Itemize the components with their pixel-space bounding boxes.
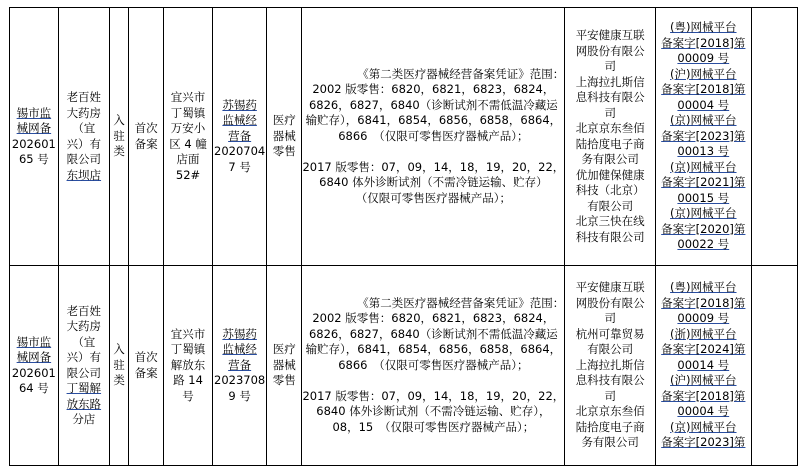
platform-record-cell xyxy=(656,266,751,466)
cell-text-line: 备案字[2018]第 xyxy=(661,35,746,50)
blank-cell xyxy=(751,266,798,466)
cell-text-line: 苏锡药 xyxy=(222,326,257,341)
filing-type-cell xyxy=(129,266,163,466)
cell-text-line: 锡市监 xyxy=(16,334,52,349)
cell-text-line: 00009 号 xyxy=(677,51,730,66)
cell-text-line: 兴）有 xyxy=(66,136,102,151)
cell-text-line: 器械 xyxy=(272,357,296,372)
cell-text-line: 零售 xyxy=(272,144,296,159)
cell-text-line: 分店 xyxy=(72,412,96,426)
cell-text-line: 宜兴市 xyxy=(170,90,206,104)
address-cell xyxy=(163,266,212,466)
store-name-cell xyxy=(58,266,109,466)
cell-text-line: 万安小 xyxy=(170,121,206,135)
cell-text-line: 2017 版零售：07，09，14，18，19，20，22， xyxy=(302,159,565,174)
cell-text-line: 丁蜀镇 xyxy=(170,105,206,120)
cell-text-line: 上海拉扎斯信 xyxy=(575,357,645,372)
business-scope-cell xyxy=(302,8,565,266)
cell-text-line: 202601 xyxy=(11,365,56,380)
cell-text-line: 有限公司 xyxy=(587,342,634,357)
cell-text-line: 宜兴市 xyxy=(170,326,206,341)
cell-text-line: 2020704 xyxy=(214,144,266,159)
cell-text-line: 00014 号 xyxy=(677,357,730,372)
cell-text-line: 店面 xyxy=(176,152,200,166)
cell-text-line: 输贮存），6841，6854，6856，6858，6864， xyxy=(305,342,562,357)
cell-text-line: 北京京东叁佰 xyxy=(575,404,645,419)
cell-text-line: 平安健康互联 xyxy=(575,28,645,42)
business-category-cell xyxy=(267,266,302,466)
cell-text-line: 备案字[2024]第 xyxy=(661,342,746,357)
cell-text-line: 苏锡药 xyxy=(222,97,257,112)
cell-text-line: 类 xyxy=(113,373,125,388)
cell-text-line: 00015 号 xyxy=(677,190,730,205)
cell-text-line: 东坝店 xyxy=(66,167,102,182)
cell-text-line: 输贮存），6841，6854，6856，6858，6864， xyxy=(305,113,562,128)
cell-text-line: 08，15 （仅限可零售医疗器械产品）； xyxy=(332,419,535,434)
cell-text-line: 监械经 xyxy=(222,342,257,357)
cell-text-line: 大药房 xyxy=(66,319,102,333)
cell-text-line: 首次 xyxy=(134,350,158,364)
cell-text-line: 备案字[2018]第 xyxy=(661,295,746,310)
cell-text-line xyxy=(302,144,564,160)
cell-text-line: (京)网械平台 xyxy=(670,419,737,434)
cell-text-line: (京)网械平台 xyxy=(670,206,737,221)
cell-text-line: 备案 xyxy=(134,136,158,151)
platform-name-cell xyxy=(565,8,656,266)
cell-text-line: 锡市监 xyxy=(16,105,52,120)
business-category-cell xyxy=(267,8,302,266)
cell-text-line: 备案字[2018]第 xyxy=(661,388,746,403)
platform-name-cell xyxy=(565,266,656,466)
certificate-number-cell xyxy=(213,8,267,266)
cell-text-line: 备案字[2023]第 xyxy=(661,128,746,143)
cell-text-line: 《第二类医疗器械经营备案凭证》范围： xyxy=(357,66,565,81)
cell-text-line: 驻 xyxy=(113,128,125,143)
cell-text-line: 64 号 xyxy=(18,381,49,395)
cell-text-line: 器械 xyxy=(272,128,296,143)
cell-text-line: （宜 xyxy=(72,334,96,349)
table-row xyxy=(10,8,798,266)
cell-text-line: 2017 版零售：07，09，14，18，19，20，22， xyxy=(302,388,565,403)
cell-text-line: 备案字[2021]第 xyxy=(661,175,746,190)
blank-cell xyxy=(751,8,798,266)
cell-text-line: 科技有限公司 xyxy=(575,229,645,244)
cell-text-line: （仅限可零售医疗器械产品）； xyxy=(355,190,511,205)
cell-text-line: 00013 号 xyxy=(677,144,730,159)
cell-text-line: 6826，6827，6840（诊断试剂不需低温冷藏运 xyxy=(308,97,558,112)
cell-text-line: 区 4 幢 xyxy=(169,136,207,151)
cell-text-line: 00004 号 xyxy=(677,97,730,112)
cell-text-line: 平安健康互联 xyxy=(575,280,645,295)
store-name-cell xyxy=(58,8,109,266)
cell-text-line: 类 xyxy=(113,144,125,159)
cell-text-line xyxy=(302,373,564,389)
cell-text-line: 65 号 xyxy=(18,152,49,166)
cell-text-line: 务有限公司 xyxy=(581,435,639,450)
cell-text-line: 6866 （仅限可零售医疗器械产品）； xyxy=(338,128,529,143)
cell-text-line: 医疗 xyxy=(272,113,296,128)
cell-text-line: (沪)网械平台 xyxy=(670,373,737,388)
cell-text-line: 上海拉扎斯信 xyxy=(575,74,645,89)
cell-text-line: 司 xyxy=(604,388,616,403)
cell-text-line: 零售 xyxy=(272,373,296,388)
cell-text-line: 械网备 xyxy=(16,121,52,135)
cell-text-line: 202601 xyxy=(11,136,56,151)
cell-text-line: 网股份有限公 xyxy=(575,43,645,58)
cell-text-line: 6840 体外诊断试剂（不需冷链运输、贮存） xyxy=(319,175,548,190)
filing-type-cell xyxy=(129,8,163,266)
cell-text-line: 备案字[2020]第 xyxy=(661,221,746,236)
cell-text-line: 驻 xyxy=(113,357,125,372)
cell-text-line: 6866 （仅限可零售医疗器械产品）； xyxy=(338,357,529,372)
cell-text-line: 司 xyxy=(604,105,616,120)
cell-text-line: 2023708 xyxy=(214,373,266,388)
cell-text-line: 备案 xyxy=(134,365,158,380)
cell-text-line: 杭州可靠贸易 xyxy=(575,326,645,341)
cell-text-line: 优加健保健康 xyxy=(575,167,645,182)
cell-text-line: (粤)网械平台 xyxy=(670,20,737,35)
cell-text-line: 医疗 xyxy=(272,342,296,357)
cell-text-line: 陆拾度电子商 xyxy=(575,136,645,151)
cell-text-line: 2002 版零售：6820，6821，6823，6824， xyxy=(312,82,555,97)
cell-text-line: 号 xyxy=(182,388,194,403)
platform-record-cell xyxy=(656,8,751,266)
address-cell xyxy=(163,8,212,266)
cell-text-line: 限公司 xyxy=(66,365,102,380)
cell-text-line: 营备 xyxy=(228,128,252,143)
cell-text-line: 入 xyxy=(113,342,125,357)
cell-text-line: (京)网械平台 xyxy=(670,159,737,174)
cell-text-line: 2002 版零售：6820，6821，6823，6824， xyxy=(312,311,555,326)
cell-text-line: 息科技有限公 xyxy=(575,373,645,388)
cell-text-line: 息科技有限公 xyxy=(575,90,645,104)
record-number-cell xyxy=(10,8,59,266)
cell-text-line: 入 xyxy=(113,113,125,128)
cell-text-line: （宜 xyxy=(72,121,96,135)
cell-text-line: 老百姓 xyxy=(66,90,102,104)
cell-text-line: 7 号 xyxy=(228,159,251,174)
cell-text-line: 有限公司 xyxy=(587,198,634,213)
cell-text-line: (粤)网械平台 xyxy=(670,280,737,295)
entry-type-cell xyxy=(109,8,129,266)
certificate-number-cell xyxy=(213,266,267,466)
cell-text-line: 监械经 xyxy=(222,113,257,128)
cell-text-line: 放东路 xyxy=(66,396,102,411)
cell-text-line: 陆拾度电子商 xyxy=(575,419,645,434)
cell-text-line: 兴）有 xyxy=(66,350,102,364)
cell-text-line: 9 号 xyxy=(228,388,251,403)
filing-table xyxy=(9,7,798,466)
cell-text-line: 北京三快在线 xyxy=(575,214,645,228)
cell-text-line: 网股份有限公 xyxy=(575,295,645,310)
cell-text-line: 北京京东叁佰 xyxy=(575,121,645,135)
cell-text-line: 00022 号 xyxy=(677,237,730,252)
cell-text-line: 司 xyxy=(604,59,616,73)
entry-type-cell xyxy=(109,266,129,466)
cell-text-line: 营备 xyxy=(228,357,252,372)
cell-text-line: 《第二类医疗器械经营备案凭证》范围： xyxy=(357,295,565,310)
table-row xyxy=(10,266,798,466)
cell-text-line: 限公司 xyxy=(66,152,102,166)
cell-text-line: 司 xyxy=(604,311,616,326)
cell-text-line: 老百姓 xyxy=(66,303,102,318)
business-scope-cell xyxy=(302,266,565,466)
cell-text-line: 6826，6827，6840（诊断试剂不需低温冷藏运 xyxy=(308,326,558,341)
cell-text-line: 科技（北京） xyxy=(575,183,645,197)
cell-text-line: 路 14 xyxy=(173,373,203,388)
cell-text-line: 丁蜀镇 xyxy=(170,342,206,357)
cell-text-line: 00004 号 xyxy=(677,404,730,419)
cell-text-line: 52# xyxy=(175,167,201,182)
cell-text-line: 00009 号 xyxy=(677,311,730,326)
record-number-cell xyxy=(10,266,59,466)
cell-text-line: 丁蜀解 xyxy=(66,381,102,395)
cell-text-line: 解放东 xyxy=(170,357,206,372)
cell-text-line: 大药房 xyxy=(66,105,102,120)
cell-text-line: 首次 xyxy=(134,121,158,135)
cell-text-line: 务有限公司 xyxy=(581,152,639,166)
cell-text-line: (京)网械平台 xyxy=(670,113,737,128)
cell-text-line: 备案字[2023]第 xyxy=(661,435,746,450)
cell-text-line: (浙)网械平台 xyxy=(670,326,737,341)
cell-text-line: 械网备 xyxy=(16,350,52,364)
cell-text-line: 备案字[2018]第 xyxy=(661,82,746,97)
cell-text-line: 6840 体外诊断试剂（不需冷链运输、贮存）， xyxy=(316,404,551,419)
cell-text-line: (沪)网械平台 xyxy=(670,66,737,81)
